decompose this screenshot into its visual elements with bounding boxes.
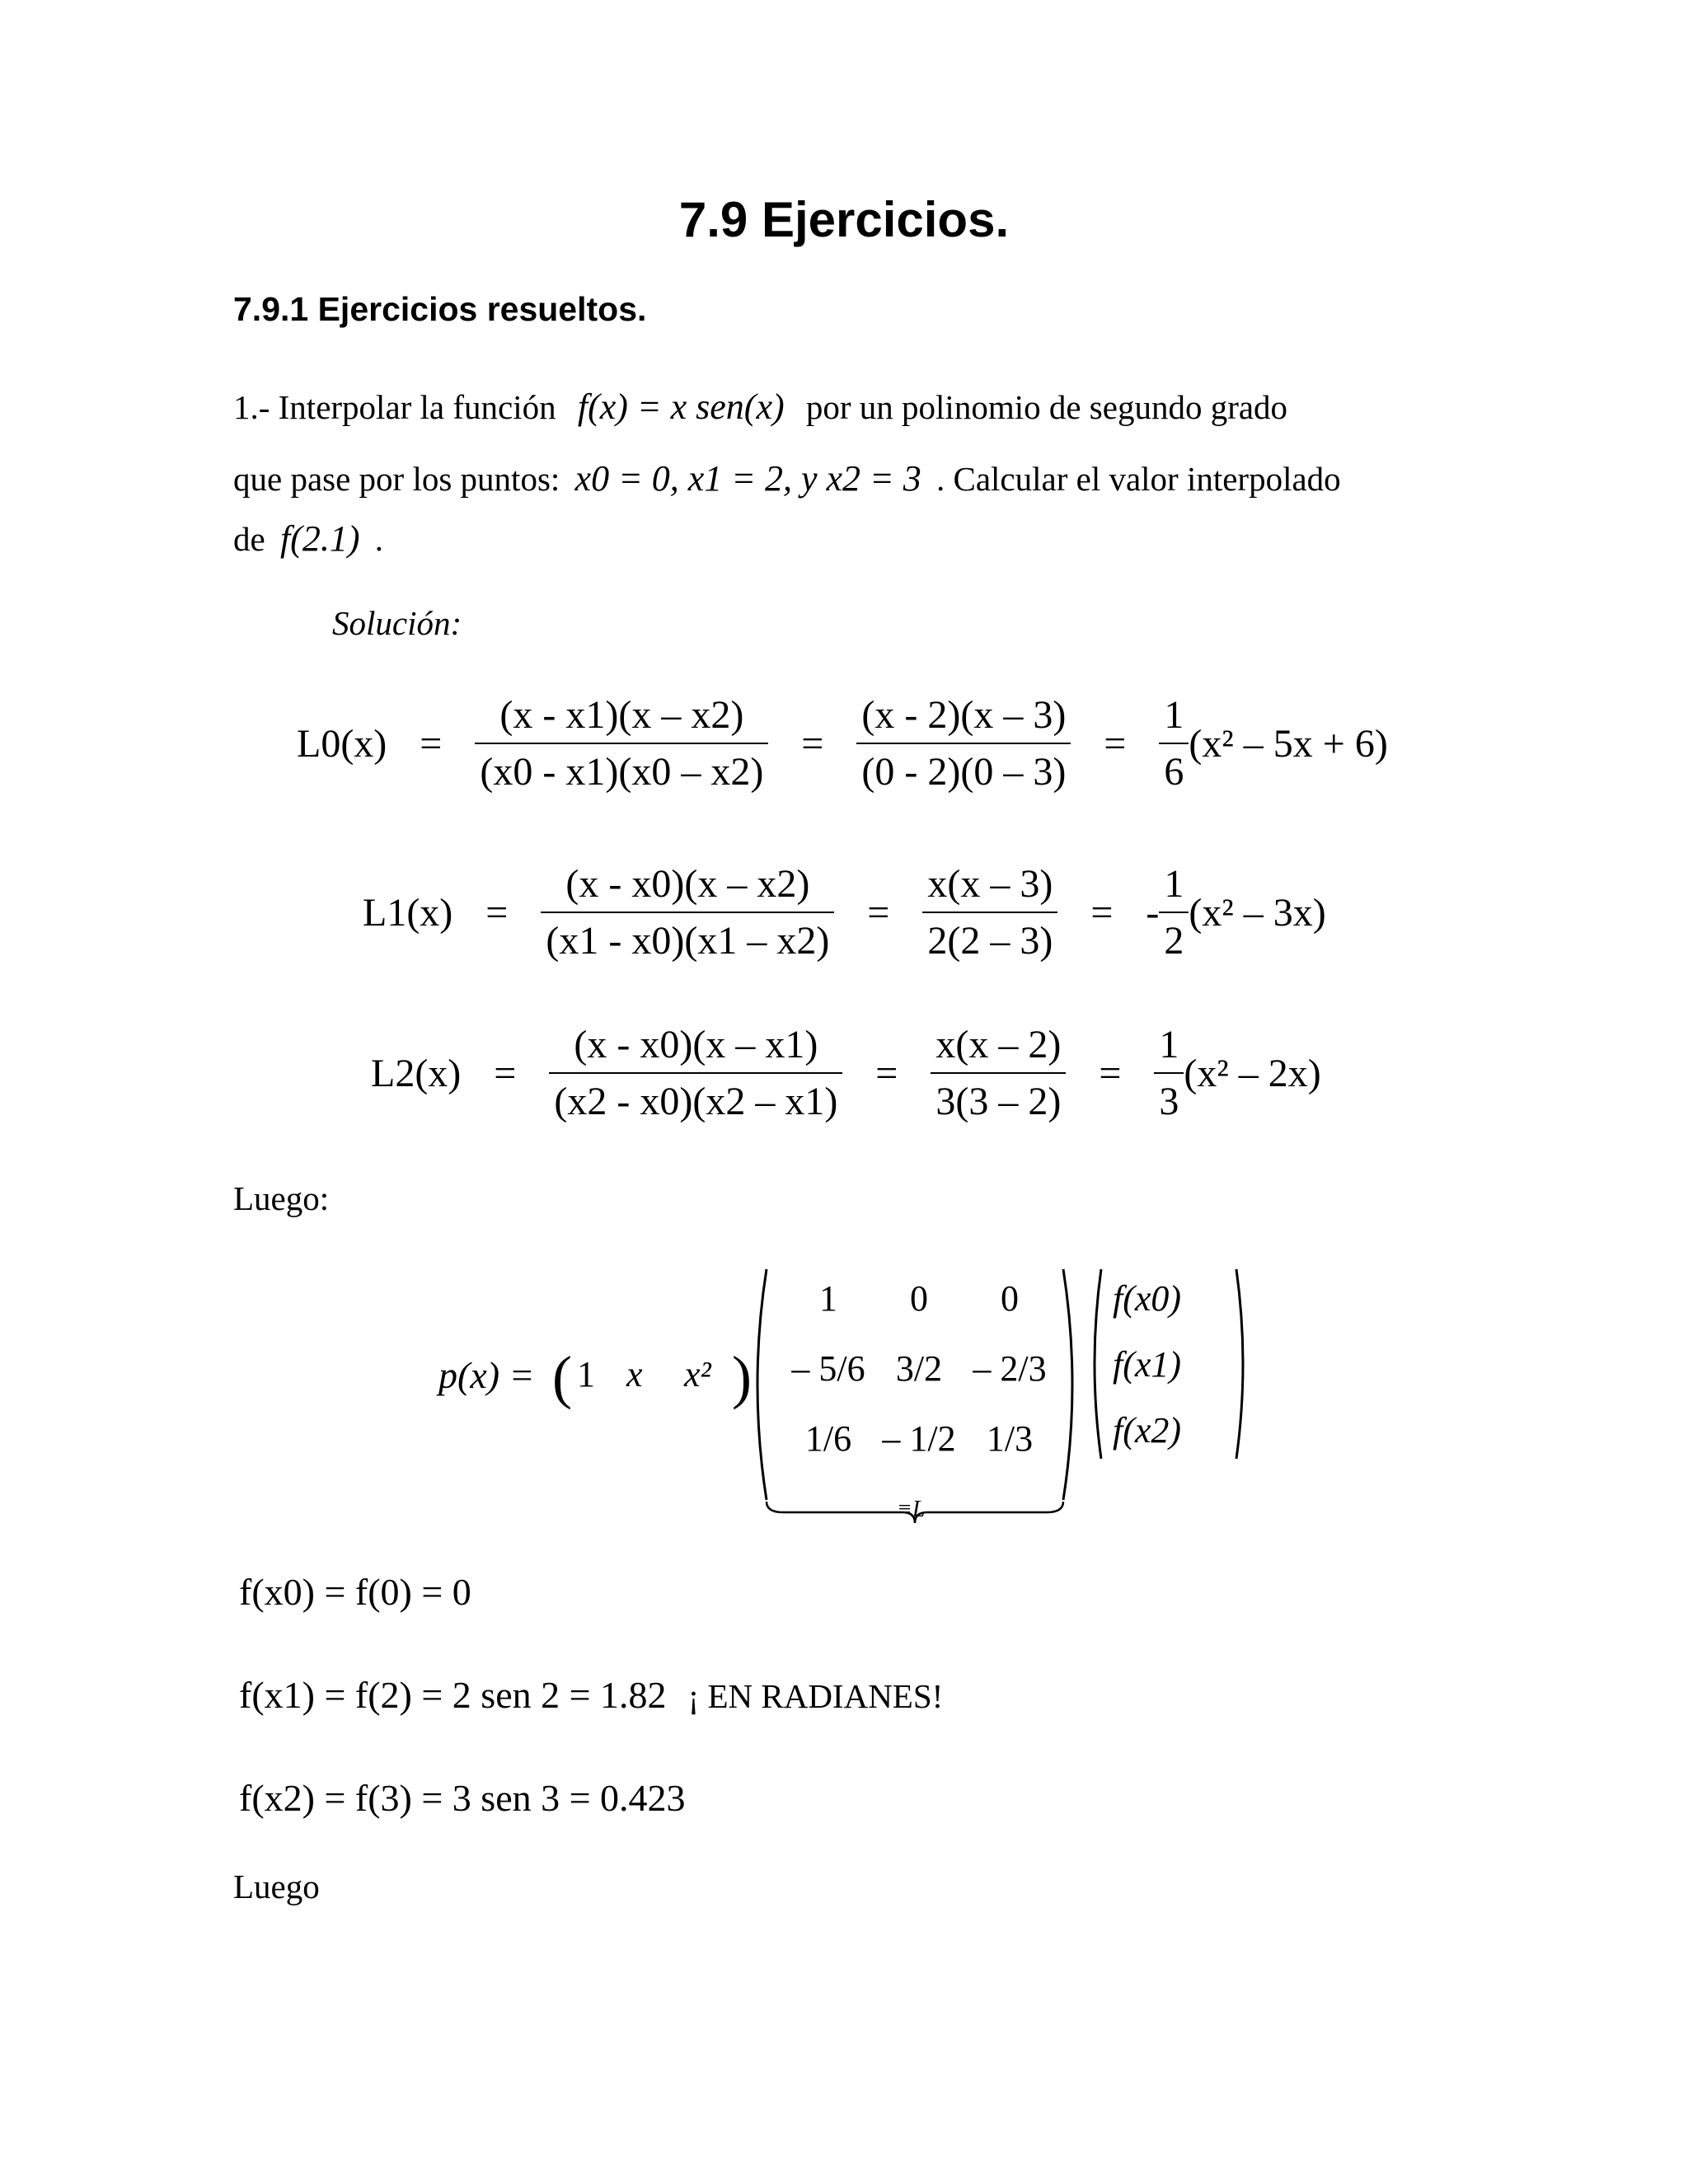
evaluation-line: f(x0) = f(0) = 0 <box>239 1571 471 1613</box>
equals-sign: = <box>485 890 509 935</box>
equals-sign: = <box>1099 1051 1122 1095</box>
matrix-cell: – 5/6 <box>791 1348 865 1389</box>
problem-line-1 <box>233 386 1287 428</box>
coefficient-fraction <box>1159 861 1189 963</box>
polynomial: (x² – 2x) <box>1184 1051 1321 1095</box>
fraction-general <box>475 692 768 794</box>
coefficient-fraction <box>1154 1022 1184 1124</box>
radians-note: ¡ EN RADIANES! <box>687 1677 944 1715</box>
fraction-numerator: (x - x0)(x – x2) <box>565 862 810 906</box>
matrix-cell: 0 <box>910 1278 928 1319</box>
lagrange-equation <box>297 692 1388 794</box>
points-expression: x0 = 0, x1 = 2, y x2 = 3 <box>574 458 921 499</box>
fraction-substituted <box>856 692 1071 794</box>
fraction-general <box>541 861 834 963</box>
matrix-cell: 1 <box>819 1278 837 1319</box>
polynomial: (x² – 3x) <box>1189 890 1326 935</box>
matrix-cell: 0 <box>1001 1278 1019 1319</box>
section-subtitle: 7.9.1 Ejercicios resueltos. <box>233 290 647 328</box>
fraction-numerator: 1 <box>1164 862 1184 906</box>
column-vector-entry: f(x0) <box>1113 1278 1182 1319</box>
matrix-equation <box>429 1261 1253 1525</box>
evaluation-point: f(2.1) <box>279 518 360 559</box>
brace-label: ≡L <box>897 1497 926 1522</box>
fraction-general <box>549 1022 842 1124</box>
matrix-lhs: p(x) = <box>438 1354 535 1396</box>
matrix-cell: 3/2 <box>895 1348 943 1389</box>
function-expression: f(x) = x sen(x) <box>577 387 785 427</box>
fraction-substituted <box>931 1022 1066 1124</box>
fraction-numerator: x(x – 3) <box>927 862 1053 906</box>
lagrange-lhs: L0(x) <box>297 721 387 766</box>
equals-sign: = <box>867 890 890 935</box>
left-paren: ( <box>552 1344 572 1410</box>
page-title: 7.9 Ejercicios. <box>678 192 1010 247</box>
problem-text: . <box>374 520 383 558</box>
fraction-denominator: 3 <box>1154 1072 1184 1124</box>
evaluation-expression: f(x1) = f(2) = 2 sen 2 = 1.82 <box>239 1674 667 1716</box>
fraction-denominator: 2 <box>1159 912 1189 963</box>
right-paren: ) <box>732 1344 752 1410</box>
fraction-denominator: 3(3 – 2) <box>931 1072 1066 1124</box>
fraction-numerator: (x - 2)(x – 3) <box>861 693 1067 737</box>
problem-line-2 <box>233 457 1341 499</box>
equals-sign: = <box>875 1051 898 1095</box>
equals-sign: = <box>420 721 443 766</box>
lagrange-equation <box>371 1022 1321 1124</box>
coefficient-sign: - <box>1146 890 1160 935</box>
problem-text: que pase por los puntos: <box>233 460 560 498</box>
fraction-denominator: (x2 - x0)(x2 – x1) <box>549 1072 842 1124</box>
matrix-cell: – 1/2 <box>882 1418 956 1459</box>
row-vector-entry: x² <box>684 1354 711 1394</box>
equals-sign: = <box>1104 721 1127 766</box>
fraction-numerator: 1 <box>1159 1023 1179 1066</box>
fraction-substituted <box>922 861 1057 963</box>
matrix-cell: 1/3 <box>986 1418 1034 1459</box>
lagrange-lhs: L1(x) <box>363 890 453 935</box>
column-vector-entry: f(x2) <box>1113 1410 1182 1451</box>
equals-sign: = <box>801 721 824 766</box>
row-vector-entry: 1 <box>577 1354 595 1394</box>
equals-sign: = <box>1090 890 1114 935</box>
problem-line-3 <box>233 518 383 560</box>
fraction-numerator: (x - x1)(x – x2) <box>499 693 744 737</box>
fraction-numerator: (x - x0)(x – x1) <box>574 1023 818 1066</box>
problem-text: 1.- Interpolar la función <box>233 388 556 426</box>
matrix-cell: 1/6 <box>804 1418 852 1459</box>
polynomial: (x² – 5x + 6) <box>1189 721 1388 766</box>
problem-text: . Calcular el valor interpolado <box>936 460 1341 498</box>
evaluation-line <box>239 1673 943 1717</box>
fraction-numerator: 1 <box>1164 693 1184 737</box>
row-vector-entry: x <box>626 1354 643 1394</box>
fraction-denominator: (0 - 2)(0 – 3) <box>856 743 1071 794</box>
solution-label: Solución: <box>332 604 462 642</box>
fraction-denominator: 2(2 – 3) <box>922 912 1057 963</box>
evaluation-line: f(x2) = f(3) = 3 sen 3 = 0.423 <box>239 1777 686 1819</box>
problem-text: por un polinomio de segundo grado <box>805 388 1288 426</box>
luego-label: Luego: <box>233 1179 330 1217</box>
coefficient-fraction <box>1159 692 1189 794</box>
equals-sign: = <box>494 1051 517 1095</box>
fraction-denominator: (x1 - x0)(x1 – x2) <box>541 912 834 963</box>
fraction-denominator: 6 <box>1159 743 1189 794</box>
lagrange-equation <box>363 861 1326 963</box>
luego-label: Luego <box>233 1868 320 1905</box>
lagrange-lhs: L2(x) <box>371 1051 462 1095</box>
matrix-cell: – 2/3 <box>973 1348 1047 1389</box>
problem-text: de <box>233 520 265 558</box>
fraction-numerator: x(x – 2) <box>935 1023 1062 1066</box>
fraction-denominator: (x0 - x1)(x0 – x2) <box>475 743 768 794</box>
column-vector-entry: f(x1) <box>1113 1344 1182 1385</box>
